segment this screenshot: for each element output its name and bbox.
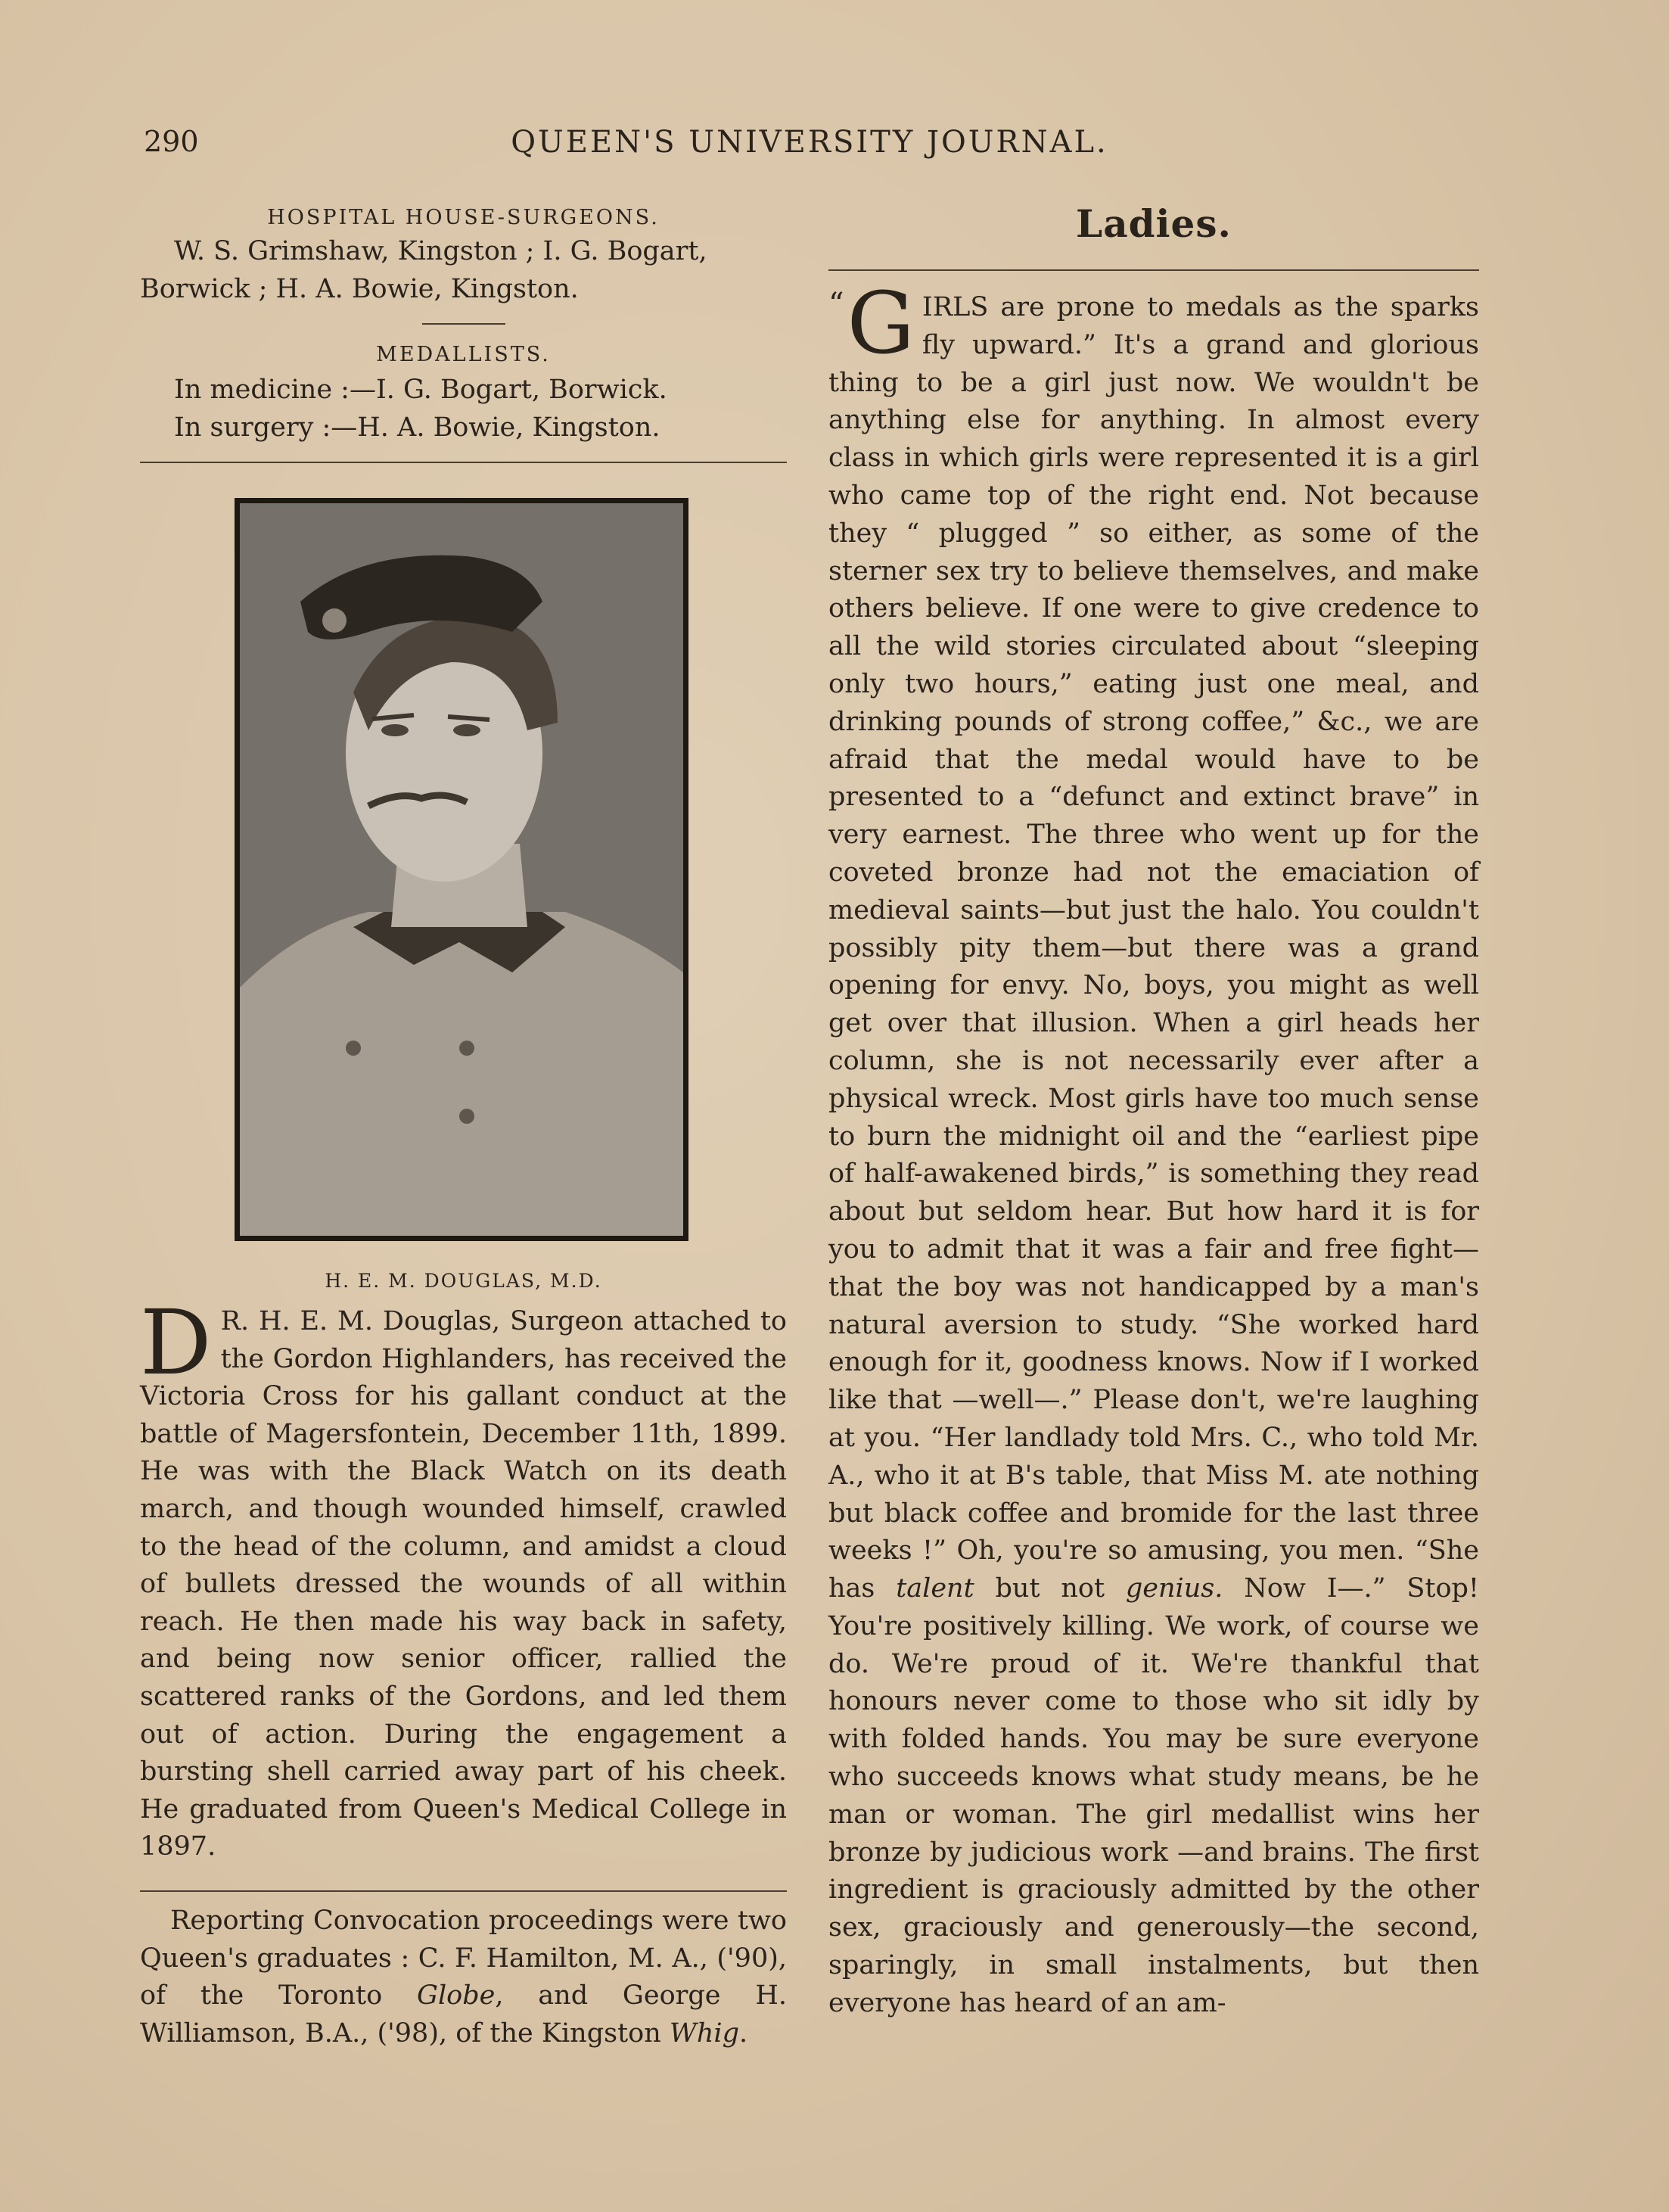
- drop-cap-g: G: [847, 275, 915, 373]
- douglas-article: [140, 1290, 787, 1866]
- article-divider: [140, 1890, 787, 1892]
- ladies-divider: [828, 269, 1479, 271]
- ladies-section-title: Ladies.: [1076, 201, 1232, 246]
- convocation-text-1: Reporting Convocation proceedings were two Queen's graduates : C. F. Hamilton, M. A., ('90), of the Toronto: [140, 1906, 787, 2011]
- medallist-surgery: In surgery :—H. A. Bowie, Kingston.: [174, 412, 660, 443]
- convocation-paragraph: [140, 1902, 787, 2052]
- convocation-note: [140, 1902, 787, 2052]
- house-surgeons-line-1: W. S. Grimshaw, Kingston ; I. G. Bogart,: [174, 236, 707, 266]
- medallist-medicine: In medicine :—I. G. Bogart, Borwick.: [174, 375, 667, 405]
- douglas-text: R. H. E. M. Douglas, Surgeon attached to the Gordon Highlanders, has received the Victoria Cross for his gallant conduct at the battle of Magersfontein, December 11th, 1899. He was with the Black Watch on its death march, and though wounded himself, crawled to the head of the column, and amidst a cloud of bullets dressed the wounds of all within reach. He then made his way back in safety, and being now senior officer, rallied the scattered ranks of the Gordons, and led them out of action. During the engagement a bursting shell carried away part of his cheek. He graduated from Queen's Medical College in 1897.: [140, 1306, 787, 1862]
- left-column: [140, 197, 787, 2049]
- ladies-paragraph: [828, 275, 1479, 2023]
- portrait-caption: H. E. M. DOUGLAS, M.D.: [325, 1270, 602, 1292]
- talent-word: talent: [896, 1573, 974, 1604]
- globe-title: Globe: [417, 1980, 496, 2011]
- genius-word: genius.: [1125, 1573, 1223, 1604]
- house-surgeons-heading: HOSPITAL HOUSE-SURGEONS.: [267, 206, 660, 229]
- portrait-image: [240, 503, 683, 1236]
- portrait-illustration: [240, 503, 683, 1236]
- ladies-text-2: but not: [974, 1573, 1126, 1604]
- page-number: 290: [144, 125, 199, 158]
- ladies-text-3: Now I—.” Stop! You're positively killing. We work, of course we do. We're proud of it. We're thankful that honours never come to those who sit idly by with folded hands. You may be sure everyone who succeeds knows what study means, be he man or woman. The girl medallist wins her bronze by judicious work —and brains. The first ingredient is graciously admitted by the other sex, graciously and generously—the second, sparingly, in small instalments, but then everyone has heard of an am-: [828, 1573, 1479, 2018]
- portrait-photo: [235, 498, 688, 1241]
- page-header: [144, 125, 1475, 170]
- medallists-heading: MEDALLISTS.: [376, 343, 551, 366]
- drop-cap-d: D: [140, 1290, 212, 1395]
- convocation-text-2: , and George H. Williamson, B.A., ('98), of the Kingston: [140, 1980, 787, 2049]
- opening-quote: “: [828, 287, 844, 322]
- douglas-paragraph: [140, 1290, 787, 1866]
- right-column: [828, 197, 1479, 2023]
- short-divider: [422, 323, 505, 325]
- ladies-article: [828, 275, 1479, 2023]
- convocation-text-3: .: [739, 2018, 748, 2049]
- whig-title: Whig: [669, 2018, 740, 2049]
- house-surgeons-line-2: Borwick ; H. A. Bowie, Kingston.: [140, 274, 579, 304]
- ladies-text-1: IRLS are prone to medals as the sparks fly upward.” It's a grand and glorious thing to be a girl just now. We wouldn't be anything else for anything. In almost every class in which girls were represented it is a girl who came top of the right end. Not because they “ plugged ” so either, as some of the sterner sex try to believe themselves, and make others believe. If one were to give credence to all the wild stories circulated about “sleeping only two hours,” eating just one meal, and drinking pounds of strong coffee,” &c., we are afraid that the medal would have to be presented to a “defunct and extinct brave” in very earnest. The three who went up for the coveted bronze had not the emaciation of medieval saints—but just the halo. You couldn't possibly pity them—but there was a grand opening for envy. No, boys, you might as well get over that illusion. When a girl heads her column, she is not necessarily ever after a physical wreck. Most girls have too much sense to burn the midnight oil and the “earliest pipe of half-awakened birds,” is something they read about but seldom hear. But how hard it is for you to admit that it was a fair and free fight—that the boy was not handicapped by a man's natural aversion to study. “She worked hard enough for it, goodness knows. Now if I worked like that —well—.” Please don't, we're laughing at you. “Her landlady told Mrs. C., who told Mr. A., who it at B's table, that Miss M. ate nothing but black coffee and bromide for the last three weeks !” Oh, you're so amusing, you men. “She has: [828, 292, 1479, 1604]
- running-title: QUEEN'S UNIVERSITY JOURNAL.: [511, 125, 1108, 160]
- section-divider: [140, 462, 787, 463]
